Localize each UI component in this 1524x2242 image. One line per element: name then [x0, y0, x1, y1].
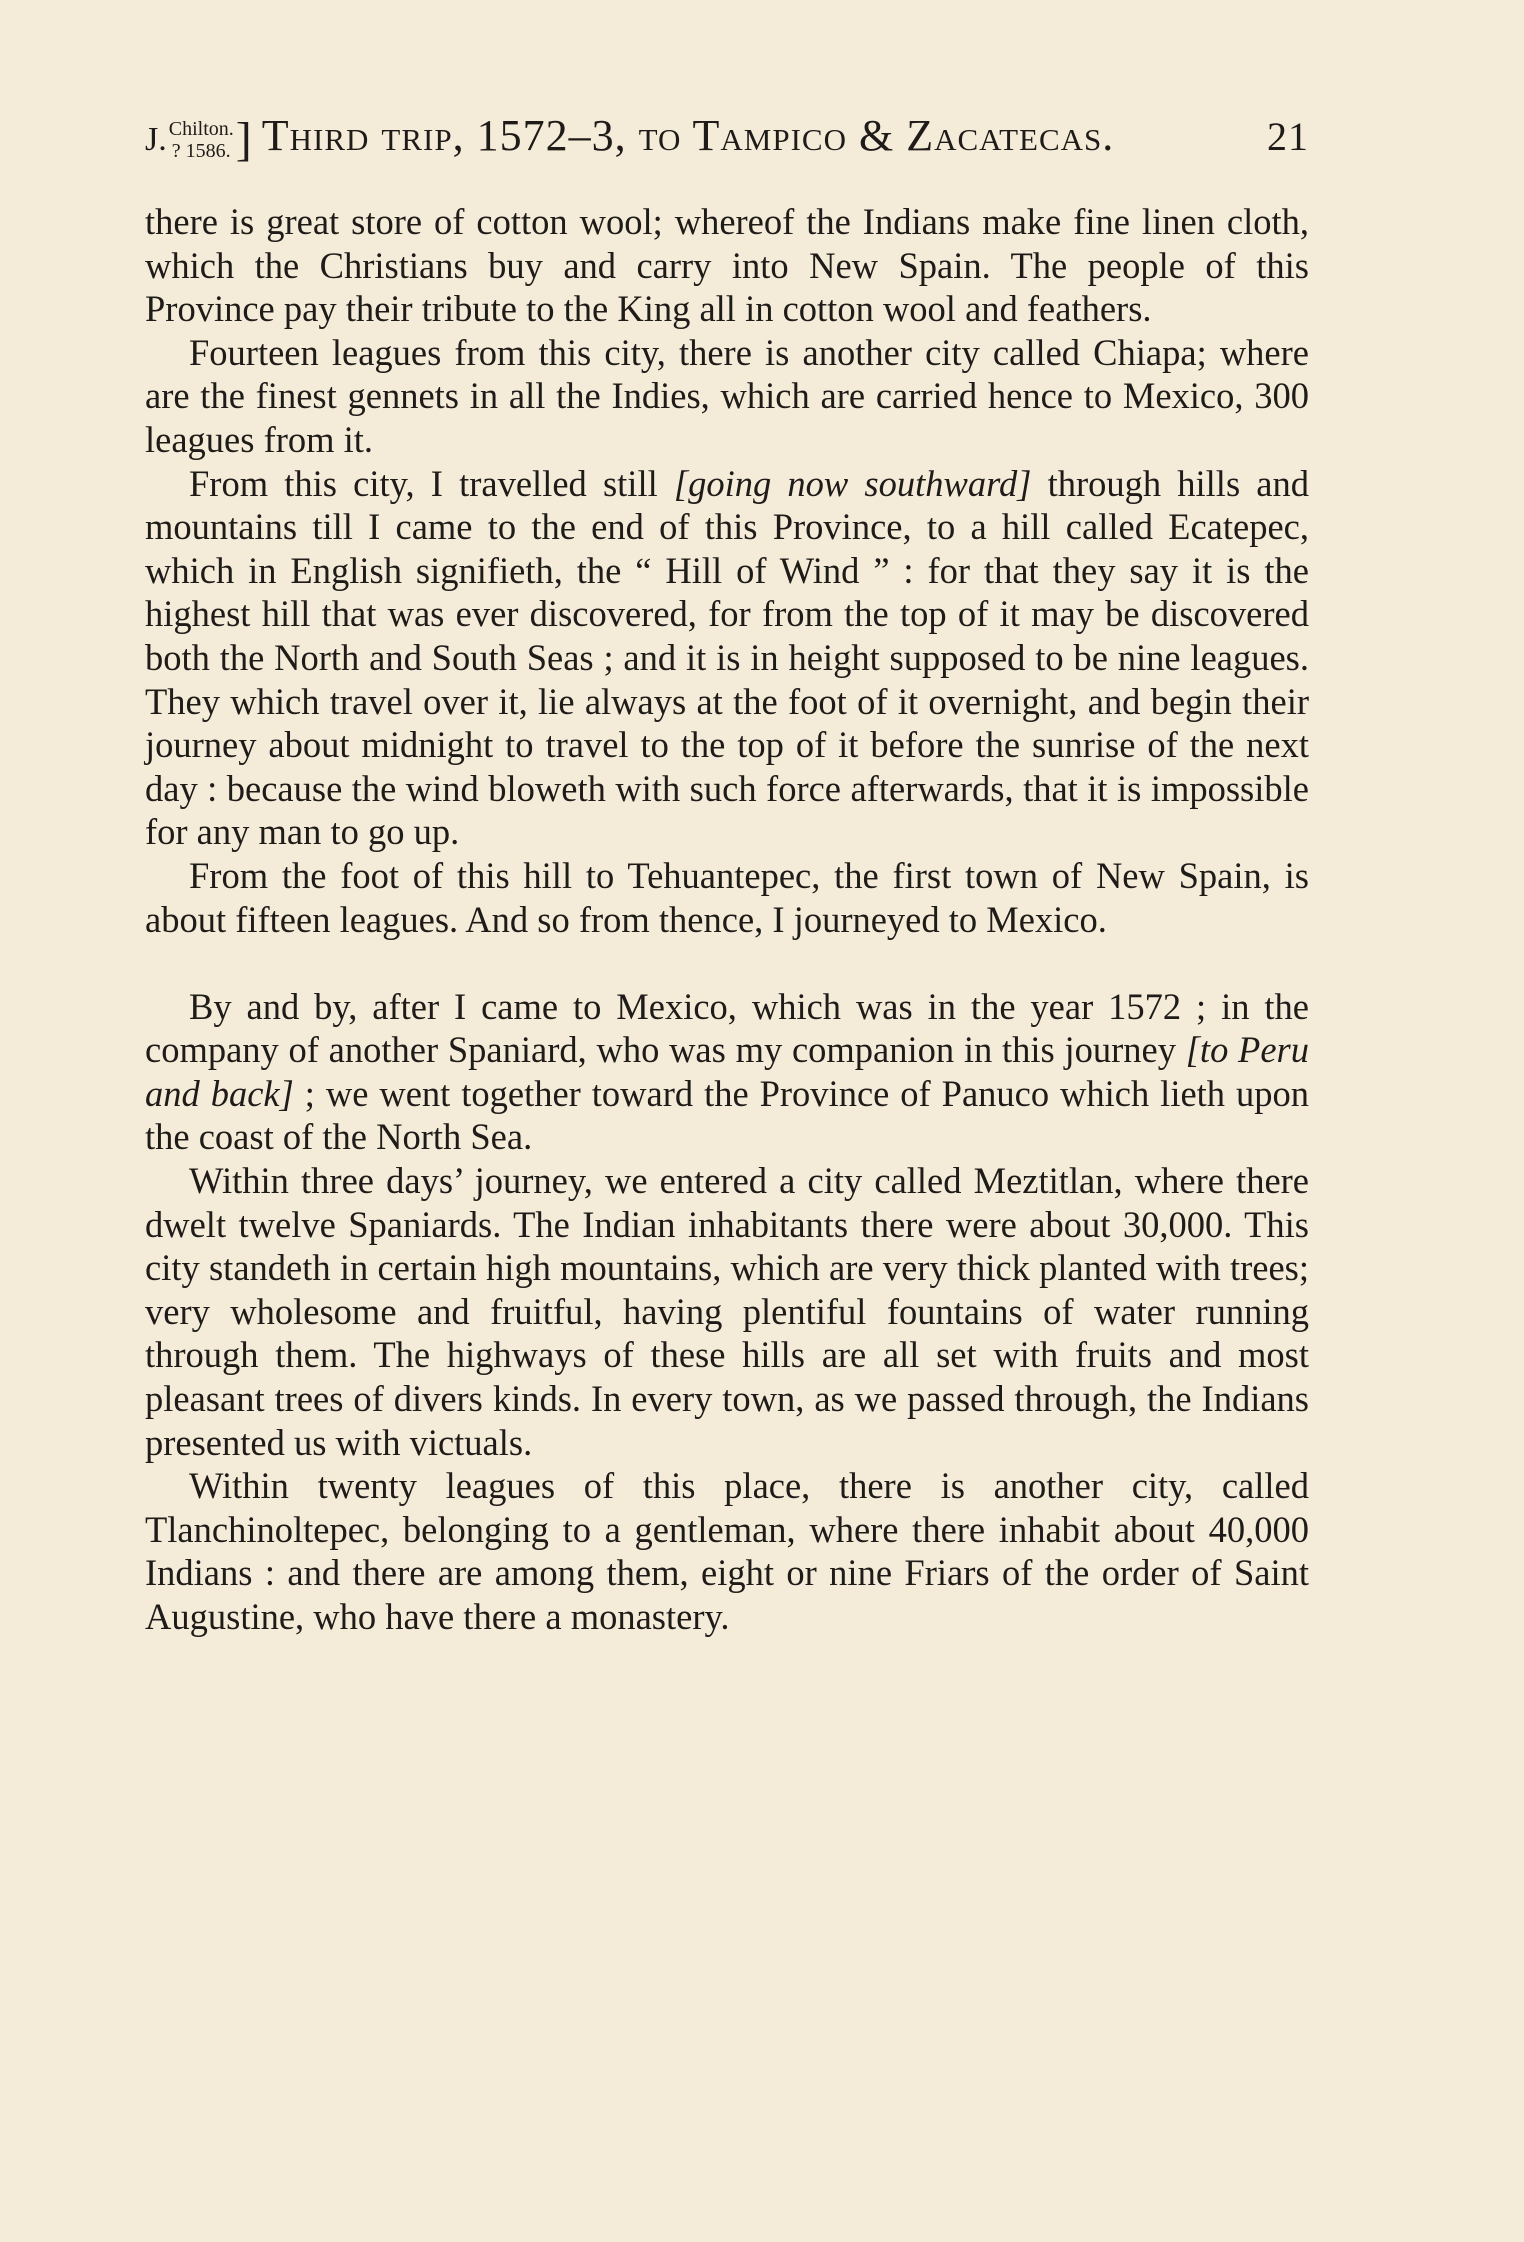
author-name: Chilton.	[168, 118, 234, 140]
paragraph-3	[145, 462, 1309, 854]
running-title: Third trip, 1572–3, to Tampico & Zacatecas.	[261, 111, 1115, 160]
paragraph-5-pre: By and by, after I came to Mexico, which was in the year 1572 ; in the company of another Spaniard, who was my companion in this journey	[145, 985, 1309, 1071]
paragraph-3-italic: [going now southward]	[673, 462, 1032, 504]
paragraph-7: Within twenty leagues of this place, there is another city, called Tlanchinoltepec, belonging to a gentleman, where there inhabit about 40,000 Indians : and there are among them, eight or nine Friars of the order of Saint Augustine, who have there a monastery.	[145, 1465, 1309, 1637]
paragraph-1: there is great store of cotton wool; whereof the Indians make fine linen cloth, which the Christians buy and carry into New Spain. The people of this Province pay their tribute to the King all in cotton wool and feathers.	[145, 201, 1309, 330]
page-number: 21	[1267, 114, 1309, 159]
paragraph-2: Fourteen leagues from this city, there is another city called Chiapa; where are the finest gennets in all the Indies, which are carried hence to Mexico, 300 leagues from it.	[145, 331, 1309, 460]
author-attribution	[145, 113, 252, 166]
author-initial: J.	[145, 121, 167, 158]
paragraph-3-pre: From this city, I travelled still	[189, 462, 674, 504]
body-text	[145, 200, 1309, 1639]
author-date: ? 1586.	[171, 140, 231, 162]
paragraph-4: From the foot of this hill to Tehuantepec, the first town of New Spain, is about fifteen leagues. And so from thence, I journeyed to Mexico.	[145, 854, 1309, 940]
paragraph-5-post: ; we went together toward the Province of Panuco which lieth upon the coast of the North Sea.	[145, 1072, 1309, 1158]
running-header	[145, 110, 1309, 190]
header-bracket: ]	[235, 113, 252, 166]
paragraph-3-post: through hills and mountains till I came to the end of this Province, to a hill called Ecatepec, which in English signifieth, the “ Hill of Wind ” : for that they say it is the highest hill that was ever discovered, for from the top of it may be discovered both the North and South Seas ; and it is in height supposed to be nine leagues. They which travel over it, lie always at the foot of it overnight, and begin their journey about midnight to travel to the top of it before the sunrise of the next day : because the wind bloweth with such force afterwards, that it is impossible for any man to go up.	[145, 462, 1310, 853]
author-stack	[169, 118, 234, 162]
paragraph-5-italic: [to Peru and back]	[145, 1029, 1310, 1114]
paragraph-5	[145, 985, 1309, 1159]
paragraph-6: Within three days’ journey, we entered a city called Meztitlan, where there dwelt twelve Spaniards. The Indian inhabitants there were about 30,000. This city standeth in certain high mountains, which are very thick planted with trees; very wholesome and fruitful, having plentiful fountains of water running through them. The highways of these hills are all set with fruits and most pleasant trees of divers kinds. In every town, as we passed through, the Indians presented us with victuals.	[145, 1160, 1309, 1463]
header-left	[145, 110, 1114, 164]
